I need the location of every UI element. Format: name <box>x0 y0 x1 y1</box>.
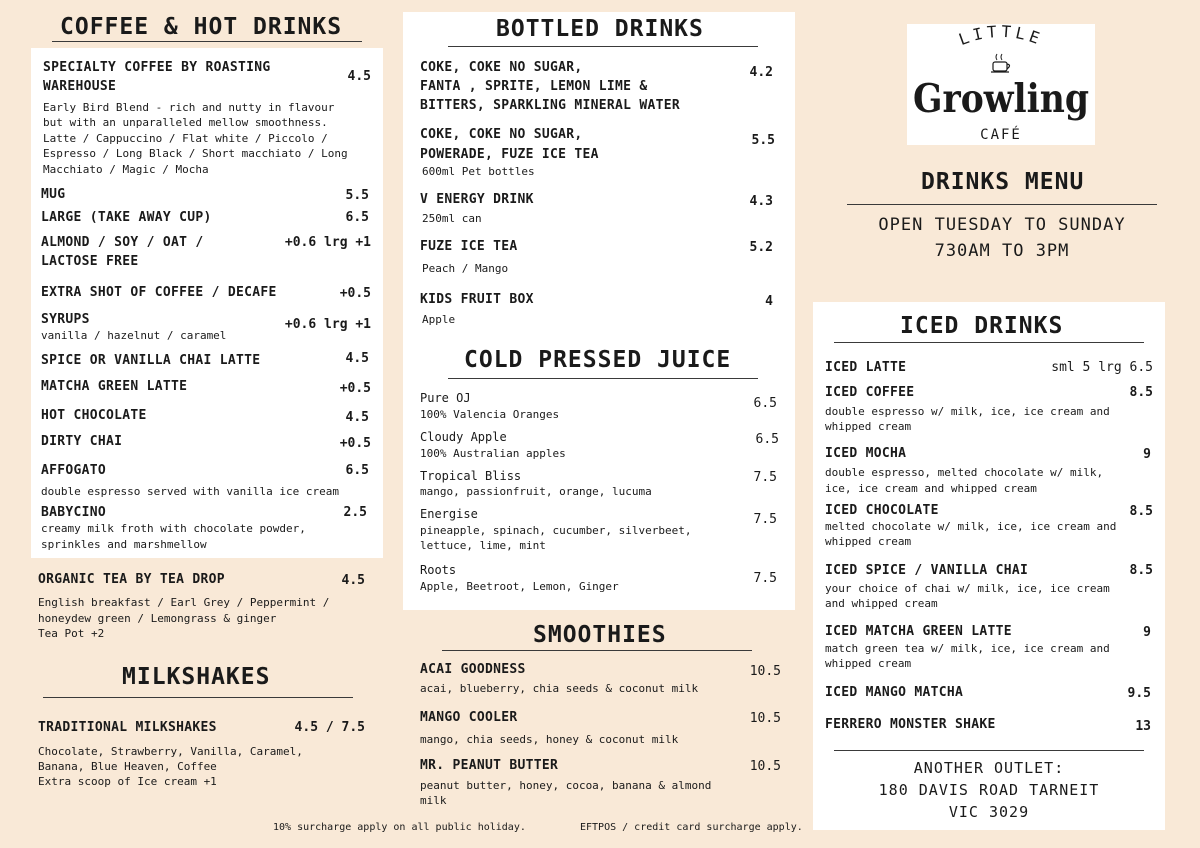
iced-latte-name: ICED LATTE <box>825 360 907 375</box>
milkshakes-section-title: MILKSHAKES <box>122 664 271 690</box>
babycino-price: 2.5 <box>343 505 367 520</box>
outlet-label: ANOTHER OUTLET: <box>913 759 1065 777</box>
milkshakes-desc-line: Extra scoop of Ice cream +1 <box>38 775 217 788</box>
outlet-street: 180 DAVIS ROAD TARNEIT <box>878 781 1100 799</box>
iced-chai-price: 8.5 <box>1129 563 1153 578</box>
bottled-title-rule <box>448 46 758 47</box>
peanut-butter-name: MR. PEANUT BUTTER <box>420 758 559 773</box>
logo-little-text: LITTLE <box>956 24 1046 50</box>
mango-cooler-name: MANGO COOLER <box>420 710 518 725</box>
mug-name: MUG <box>41 187 66 202</box>
iced-matcha-desc: match green tea w/ milk, ice, ice cream and <box>825 642 1110 655</box>
iced-coffee-name: ICED COFFEE <box>825 385 915 400</box>
iced-matcha-name: ICED MATCHA GREEN LATTE <box>825 624 1012 639</box>
smoothies-title-rule <box>442 650 752 651</box>
extra-shot-name: EXTRA SHOT OF COFFEE / DECAFE <box>41 285 277 300</box>
milkshakes-desc-line: Banana, Blue Heaven, Coffee <box>38 760 217 773</box>
specialty-coffee-price: 4.5 <box>347 69 371 84</box>
iced-chai-desc-2: and whipped cream <box>825 597 938 610</box>
syrups-name: SYRUPS <box>41 312 90 327</box>
ferrero-shake-price: 13 <box>1135 719 1151 734</box>
juice-item-name: Tropical Bliss <box>420 469 522 483</box>
iced-mocha-name: ICED MOCHA <box>825 446 907 461</box>
iced-chai-desc: your choice of chai w/ milk, ice, ice cream <box>825 582 1110 595</box>
tea-price: 4.5 <box>341 573 365 588</box>
juice-item-price: 6.5 <box>755 432 779 447</box>
juice-title-rule <box>448 378 758 379</box>
large-name: LARGE (TAKE AWAY CUP) <box>41 210 212 225</box>
juice-item-desc: 100% Valencia Oranges <box>420 408 560 421</box>
iced-coffee-price: 8.5 <box>1129 385 1153 400</box>
ferrero-shake-name: FERRERO MONSTER SHAKE <box>825 717 996 732</box>
iced-section-title: ICED DRINKS <box>900 313 1064 339</box>
juice-item-name: Cloudy Apple <box>420 430 507 444</box>
v-energy-price: 4.3 <box>749 194 773 209</box>
mango-cooler-price: 10.5 <box>749 711 781 726</box>
iced-chocolate-desc-2: whipped cream <box>825 535 912 548</box>
iced-chocolate-desc: melted chocolate w/ milk, ice, ice cream and <box>825 520 1117 533</box>
iced-mango-matcha-name: ICED MANGO MATCHA <box>825 685 964 700</box>
peanut-butter-desc-2: milk <box>420 794 447 807</box>
juice-item-price: 7.5 <box>753 470 777 485</box>
iced-latte-price: sml 5 lrg 6.5 <box>1051 360 1153 375</box>
bottled-section-title: BOTTLED DRINKS <box>496 16 704 42</box>
juice-item-price: 7.5 <box>753 512 777 527</box>
hot-chocolate-price: 4.5 <box>345 410 369 425</box>
milkshakes-title-rule <box>43 697 353 698</box>
matcha-latte-name: MATCHA GREEN LATTE <box>41 379 188 394</box>
juice-section-title: COLD PRESSED JUICE <box>464 347 732 373</box>
fuze-tea-desc: Peach / Mango <box>422 262 509 275</box>
drinks-menu-rule <box>847 204 1157 205</box>
iced-chai-name: ICED SPICE / VANILLA CHAI <box>825 563 1029 578</box>
eftpos-surcharge-note: EFTPOS / credit card surcharge apply. <box>580 822 803 833</box>
chai-latte-price: 4.5 <box>345 351 369 366</box>
milk-alt-name-2: LACTOSE FREE <box>41 254 139 269</box>
affogato-price: 6.5 <box>345 463 369 478</box>
juice-item-name: Pure OJ <box>420 391 471 405</box>
coffee-cup-icon <box>991 54 1010 72</box>
juice-item-desc: mango, passionfruit, orange, lucuma <box>420 485 652 498</box>
juice-item-price: 6.5 <box>753 396 777 411</box>
milkshakes-name: TRADITIONAL MILKSHAKES <box>38 720 217 735</box>
juice-item-desc: Apple, Beetroot, Lemon, Ginger <box>420 580 619 593</box>
kids-fruit-box-name: KIDS FRUIT BOX <box>420 292 534 307</box>
iced-title-rule <box>834 342 1144 343</box>
iced-matcha-price: 9 <box>1143 625 1151 640</box>
babycino-name: BABYCINO <box>41 505 107 520</box>
specialty-coffee-name: SPECIALTY COFFEE BY ROASTING <box>43 60 271 75</box>
bottled-b-name: COKE, COKE NO SUGAR, <box>420 127 583 142</box>
mango-cooler-desc: mango, chia seeds, honey & coconut milk <box>420 733 679 746</box>
specialty-desc-line: but with an unparalleled mellow smoothness. <box>43 116 328 129</box>
iced-chocolate-name: ICED CHOCOLATE <box>825 503 939 518</box>
juice-item-name: Energise <box>420 507 478 521</box>
logo-cafe-text: CAFÉ <box>980 127 1022 143</box>
specialty-desc-line: Early Bird Blend - rich and nutty in flavour <box>43 101 335 114</box>
bottled-a-name-3: BITTERS, SPARKLING MINERAL WATER <box>420 98 681 113</box>
hot-chocolate-name: HOT CHOCOLATE <box>41 408 147 423</box>
specialty-coffee-name-2: WAREHOUSE <box>43 79 117 94</box>
extra-shot-price: +0.5 <box>339 286 371 301</box>
affogato-desc: double espresso served with vanilla ice cream <box>41 485 340 498</box>
large-price: 6.5 <box>345 210 369 225</box>
cafe-logo-art <box>907 24 1095 145</box>
juice-item-name: Roots <box>420 563 457 577</box>
v-energy-name: V ENERGY DRINK <box>420 192 534 207</box>
juice-item-price: 7.5 <box>753 571 777 586</box>
opening-days: OPEN TUESDAY TO SUNDAY <box>878 215 1126 235</box>
syrups-price: +0.6 lrg +1 <box>284 317 371 332</box>
acai-goodness-name: ACAI GOODNESS <box>420 662 526 677</box>
svg-text:LITTLE <box>956 24 1046 49</box>
tea-desc-line: Tea Pot +2 <box>38 627 105 640</box>
fuze-tea-name: FUZE ICE TEA <box>420 239 518 254</box>
coffee-section-title: COFFEE & HOT DRINKS <box>60 14 343 40</box>
acai-goodness-price: 10.5 <box>749 664 781 679</box>
iced-matcha-desc-2: whipped cream <box>825 657 912 670</box>
babycino-desc: creamy milk froth with chocolate powder, <box>41 522 306 535</box>
milk-alt-price: +0.6 lrg +1 <box>284 235 371 250</box>
bottled-b-price: 5.5 <box>751 133 775 148</box>
cafe-logo <box>907 24 1095 145</box>
dirty-chai-price: +0.5 <box>339 436 371 451</box>
matcha-latte-price: +0.5 <box>339 381 371 396</box>
tea-desc-line: honeydew green / Lemongrass & ginger <box>38 612 277 625</box>
peanut-butter-price: 10.5 <box>749 759 781 774</box>
iced-chocolate-price: 8.5 <box>1129 504 1153 519</box>
dirty-chai-name: DIRTY CHAI <box>41 434 123 449</box>
juice-item-desc: pineapple, spinach, cucumber, silverbeet, <box>420 524 692 537</box>
holiday-surcharge-note: 10% surcharge apply on all public holiday. <box>273 822 526 833</box>
syrups-desc: vanilla / hazelnut / caramel <box>41 329 227 342</box>
babycino-desc-2: sprinkles and marshmellow <box>41 538 207 551</box>
bottled-a-price: 4.2 <box>749 65 773 80</box>
milkshakes-desc-line: Chocolate, Strawberry, Vanilla, Caramel, <box>38 745 303 758</box>
outlet-rule <box>834 750 1144 751</box>
tea-desc-line: English breakfast / Earl Grey / Peppermint / <box>38 596 330 609</box>
peanut-butter-desc: peanut butter, honey, cocoa, banana & almond <box>420 779 712 792</box>
specialty-desc-line: Latte / Cappuccino / Flat white / Piccolo / <box>43 132 328 145</box>
opening-hours: 730AM TO 3PM <box>934 241 1070 261</box>
smoothies-section-title: SMOOTHIES <box>533 622 667 648</box>
logo-growling-text: Growling <box>913 76 1089 122</box>
kids-fruit-box-price: 4 <box>765 294 773 309</box>
specialty-desc-line: Macchiato / Magic / Mocha <box>43 163 209 176</box>
fuze-tea-price: 5.2 <box>749 240 773 255</box>
bottled-a-name-2: FANTA , SPRITE, LEMON LIME & <box>420 79 648 94</box>
iced-mocha-price: 9 <box>1143 447 1151 462</box>
bottled-a-name: COKE, COKE NO SUGAR, <box>420 60 583 75</box>
chai-latte-name: SPICE OR VANILLA CHAI LATTE <box>41 353 261 368</box>
coffee-title-rule <box>52 41 362 42</box>
acai-goodness-desc: acai, blueberry, chia seeds & coconut milk <box>420 682 699 695</box>
juice-item-desc-2: lettuce, lime, mint <box>420 539 546 552</box>
affogato-name: AFFOGATO <box>41 463 107 478</box>
iced-mango-matcha-price: 9.5 <box>1127 686 1151 701</box>
mug-price: 5.5 <box>345 188 369 203</box>
kids-fruit-box-desc: Apple <box>422 313 456 326</box>
v-energy-desc: 250ml can <box>422 212 482 225</box>
tea-name: ORGANIC TEA BY TEA DROP <box>38 572 225 587</box>
iced-coffee-desc: double espresso w/ milk, ice, ice cream and <box>825 405 1110 418</box>
milk-alt-name: ALMOND / SOY / OAT / <box>41 235 204 250</box>
iced-coffee-desc-2: whipped cream <box>825 420 912 433</box>
juice-item-desc: 100% Australian apples <box>420 447 566 460</box>
outlet-state: VIC 3029 <box>948 803 1030 821</box>
bottled-b-name-2: POWERADE, FUZE ICE TEA <box>420 147 599 162</box>
iced-mocha-desc-2: ice, ice cream and whipped cream <box>825 482 1037 495</box>
specialty-desc-line: Espresso / Long Black / Short macchiato / Long <box>43 147 348 160</box>
iced-mocha-desc: double espresso, melted chocolate w/ milk, <box>825 466 1104 479</box>
bottled-b-desc: 600ml Pet bottles <box>422 165 535 178</box>
drinks-menu-title: DRINKS MENU <box>921 169 1085 195</box>
milkshakes-price: 4.5 / 7.5 <box>294 720 365 735</box>
